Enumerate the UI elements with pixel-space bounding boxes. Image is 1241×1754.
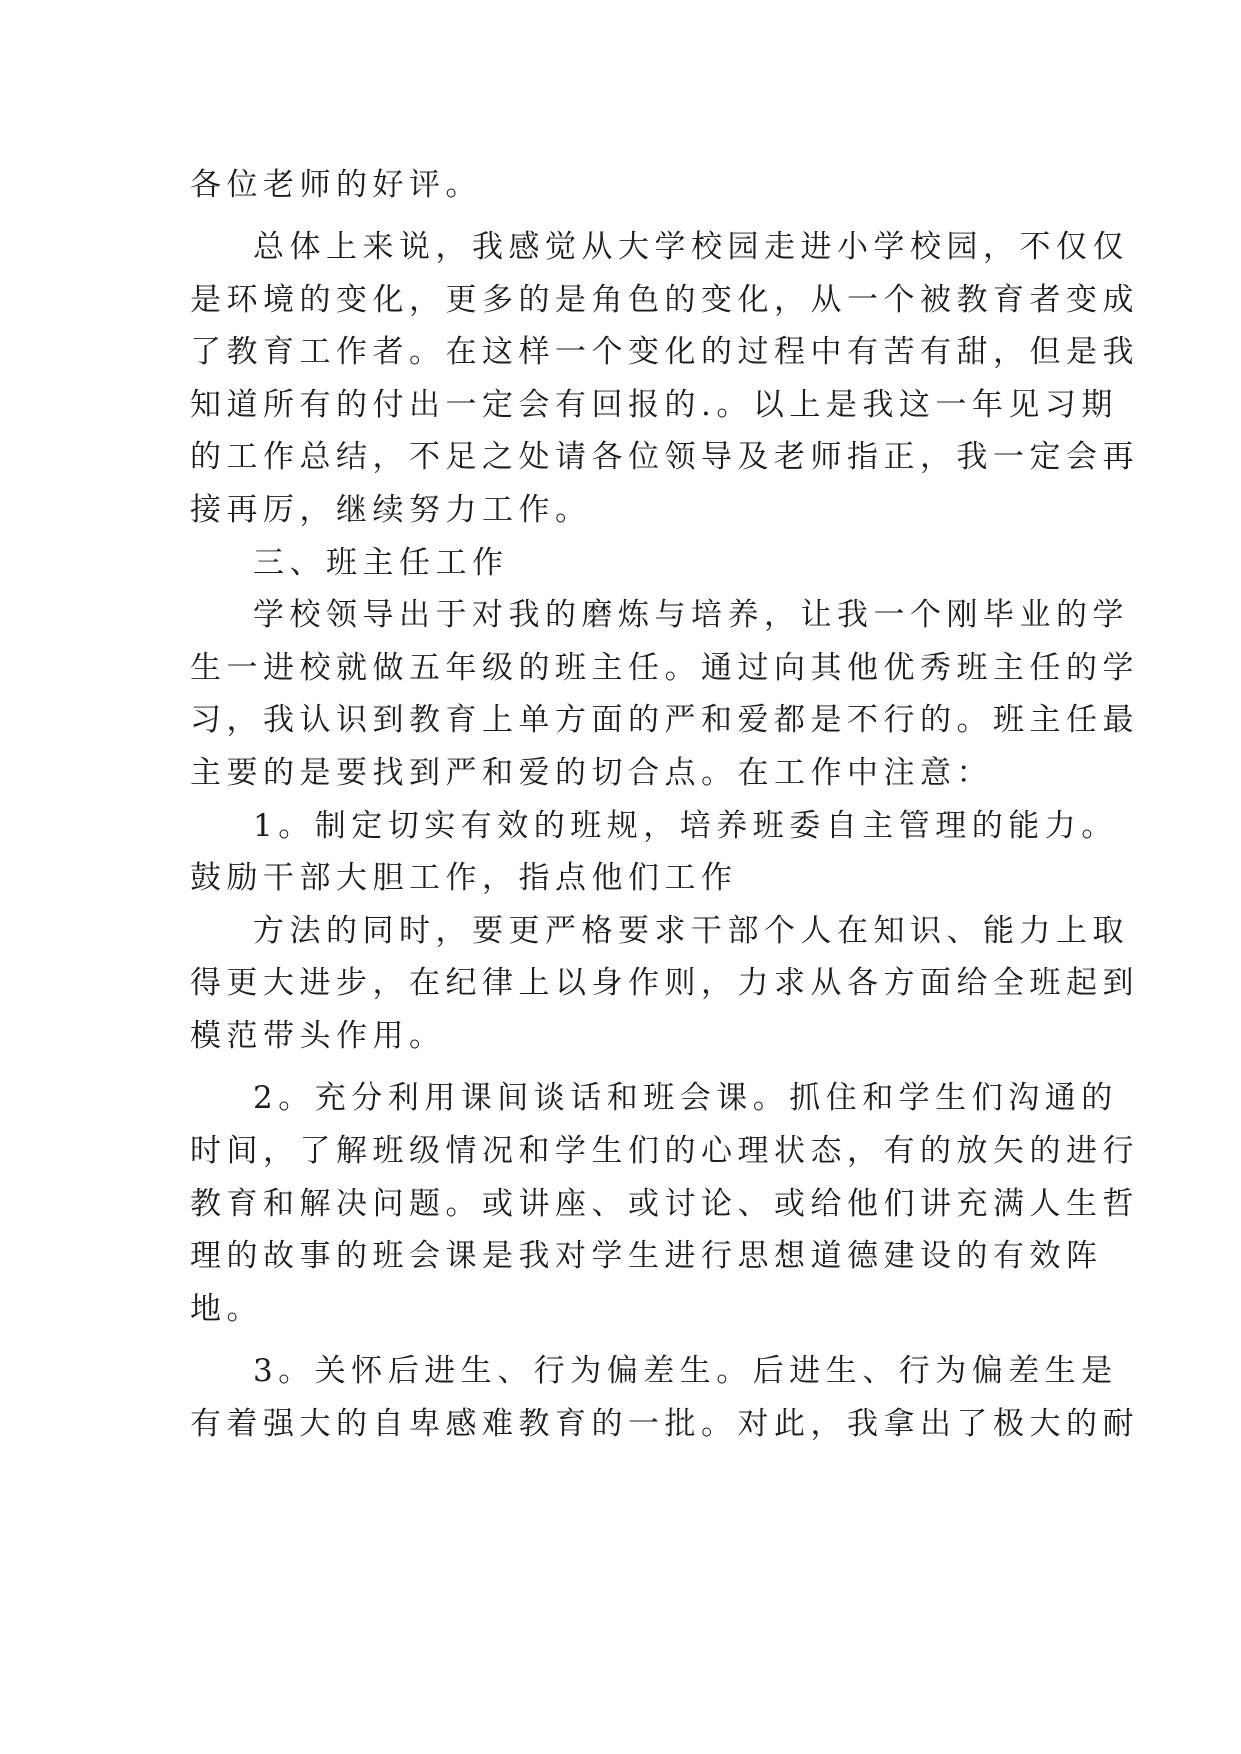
text-line: 模范带头作用。: [190, 1018, 446, 1054]
text-line: 习，我认识到教育上单方面的严和爱都是不行的。班主任最: [190, 702, 1139, 738]
text-line: 时间，了解班级情况和学生们的心理状态，有的放矢的进行: [190, 1133, 1139, 1169]
section-heading: 三、班主任工作: [253, 545, 509, 581]
list-item-2-first-line: 2。充分利用课间谈话和班会课。抓住和学生们沟通的: [253, 1080, 1118, 1116]
text-line: 生一进校就做五年级的班主任。通过向其他优秀班主任的学: [190, 650, 1139, 686]
text-line: 得更大进步，在纪律上以身作则，力求从各方面给全班起到: [190, 965, 1139, 1001]
list-item-3-first-line: 3。关怀后进生、行为偏差生。后进生、行为偏差生是: [253, 1353, 1118, 1389]
paragraph-first-line: 方法的同时，要更严格要求干部个人在知识、能力上取: [253, 913, 1129, 949]
text-line: 理的故事的班会课是我对学生进行思想道德建设的有效阵: [190, 1238, 1103, 1274]
text-line: 鼓励干部大胆工作，指点他们工作: [190, 860, 738, 896]
text-line: 教育和解决问题。或讲座、或讨论、或给他们讲充满人生哲: [190, 1186, 1139, 1222]
text-line: 有着强大的自卑感难教育的一批。对此，我拿出了极大的耐: [190, 1406, 1139, 1442]
text-line: 主要的是要找到严和爱的切合点。在工作中注意：: [190, 755, 993, 791]
text-line: 了教育工作者。在这样一个变化的过程中有苦有甜，但是我: [190, 334, 1139, 370]
text-line: 的工作总结，不足之处请各位领导及老师指正，我一定会再: [190, 439, 1139, 475]
list-item-1-first-line: 1。制定切实有效的班规，培养班委自主管理的能力。: [253, 808, 1118, 844]
text-line: 接再厉，继续努力工作。: [190, 492, 592, 528]
text-line: 知道所有的付出一定会有回报的.。以上是我这一年见习期: [190, 387, 1118, 423]
text-line: 各位老师的好评。: [190, 167, 482, 203]
text-line: 地。: [190, 1291, 263, 1327]
paragraph-first-line: 总体上来说，我感觉从大学校园走进小学校园，不仅仅: [253, 229, 1129, 265]
paragraph-first-line: 学校领导出于对我的磨炼与培养，让我一个刚毕业的学: [253, 597, 1129, 633]
text-line: 是环境的变化，更多的是角色的变化，从一个被教育者变成: [190, 282, 1139, 318]
